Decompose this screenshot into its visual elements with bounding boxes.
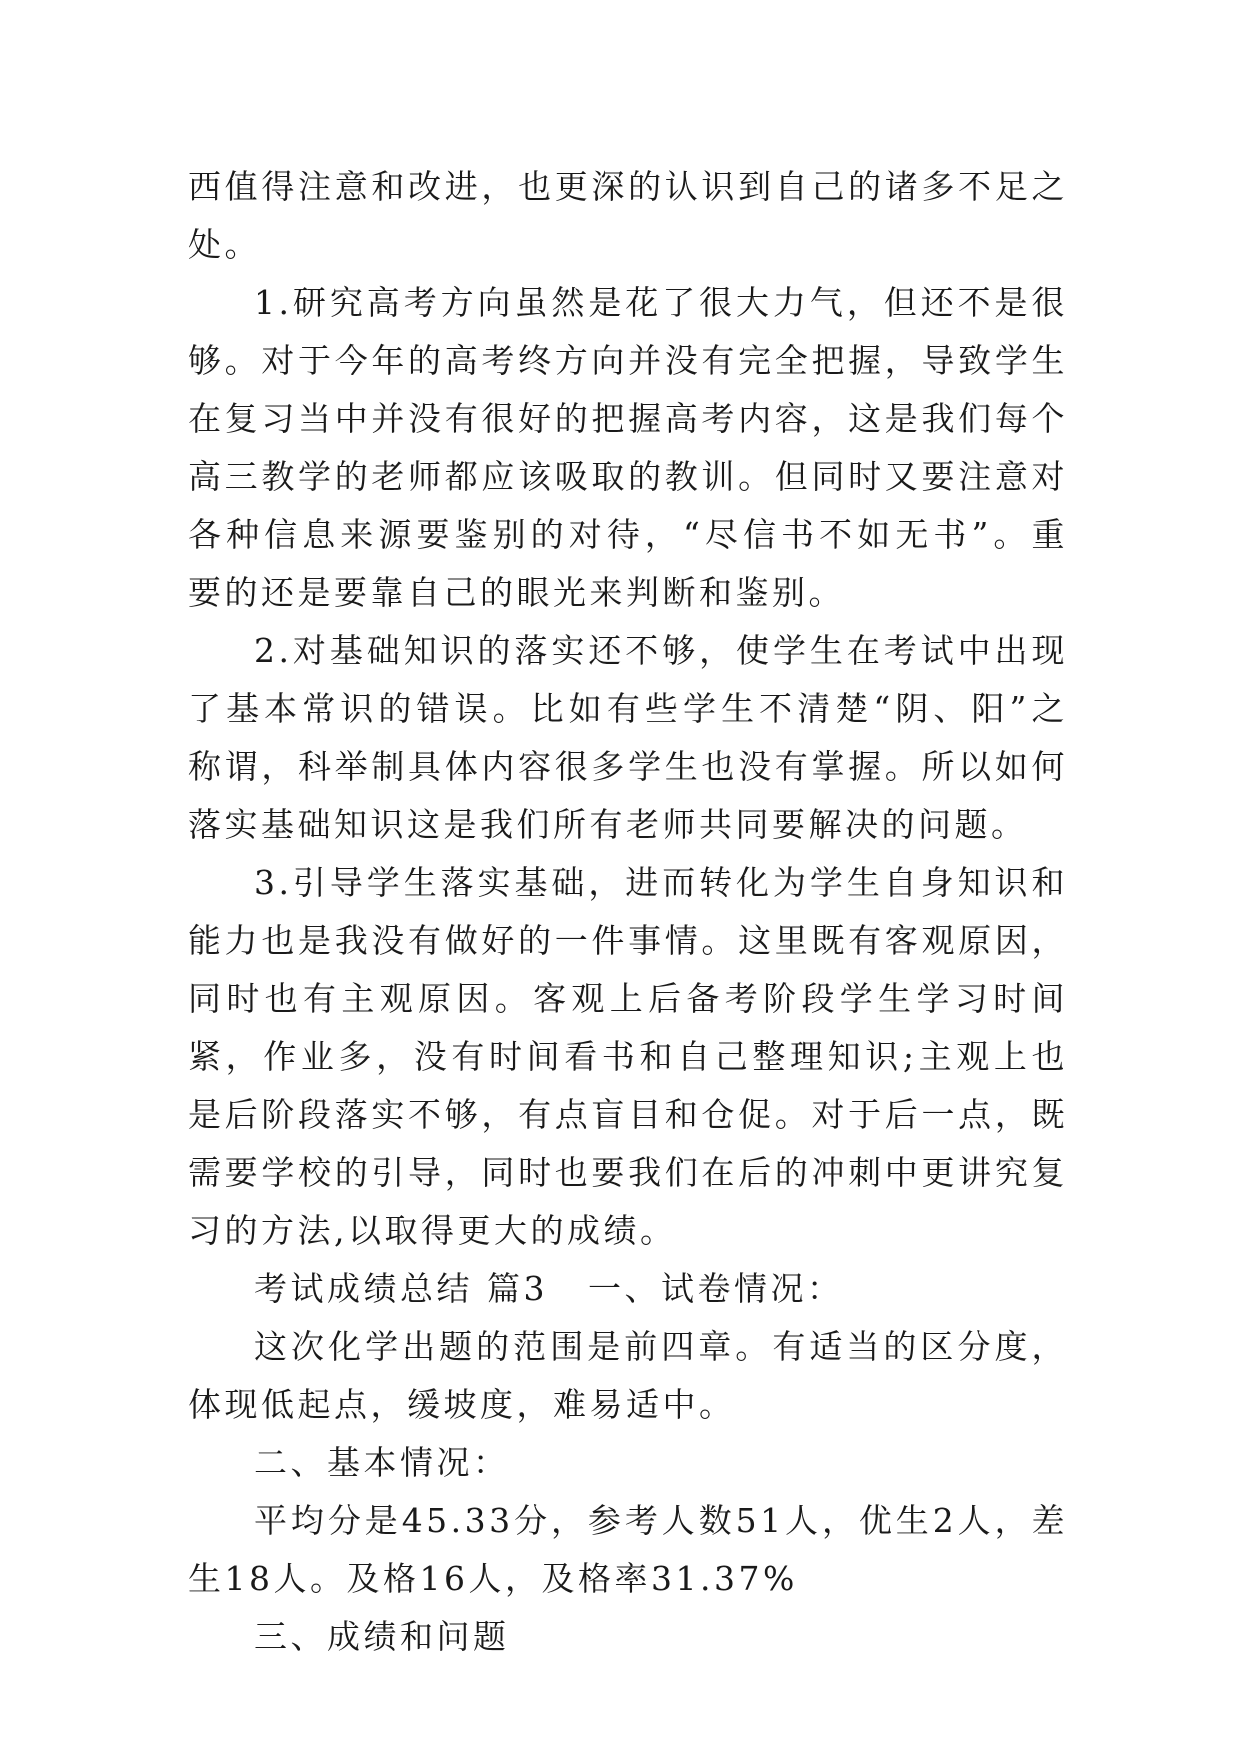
paragraph-point-3: 3.引导学生落实基础，进而转化为学生自身知识和能力也是我没有做好的一件事情。这里既有客观原因，同时也有主观原因。客观上后备考阶段学生学习时间紧，作业多，没有时间看书和自己整理知识;主观上也是后阶段落实不够，有点盲目和仓促。对于后一点，既需要学校的引导，同时也要我们在后的冲刺中更讲究复习的方法,以取得更大的成绩。 <box>188 863 1068 1250</box>
section-title: 考试成绩总结 篇3 <box>254 1269 548 1308</box>
section-subtitle: 一、试卷情况： <box>588 1269 844 1308</box>
section-heading <box>188 1260 1068 1318</box>
paragraph-statistics: 平均分是45.33分，参考人数51人，优生2人，差生18人。及格16人，及格率31.37% <box>188 1501 1068 1598</box>
paragraph-exam-scope: 这次化学出题的范围是前四章。有适当的区分度，体现低起点，缓坡度，难易适中。 <box>188 1327 1068 1424</box>
paragraph-continuation: 西值得注意和改进，也更深的认识到自己的诸多不足之处。 <box>188 167 1068 264</box>
paragraph-point-1: 1.研究高考方向虽然是花了很大力气，但还不是很够。对于今年的高考终方向并没有完全把握，导致学生在复习当中并没有很好的把握高考内容，这是我们每个高三教学的老师都应该吸取的教训。但同时又要注意对各种信息来源要鉴别的对待，“尽信书不如无书”。重要的还是要靠自己的眼光来判断和鉴别。 <box>188 283 1068 612</box>
heading-basic-situation: 二、基本情况： <box>254 1443 510 1482</box>
document-page <box>188 158 1068 1666</box>
heading-results-problems: 三、成绩和问题 <box>254 1617 510 1656</box>
paragraph-point-2: 2.对基础知识的落实还不够，使学生在考试中出现了基本常识的错误。比如有些学生不清楚“阴、阳”之称谓，科举制具体内容很多学生也没有掌握。所以如何落实基础知识这是我们所有老师共同要解决的问题。 <box>188 631 1068 844</box>
